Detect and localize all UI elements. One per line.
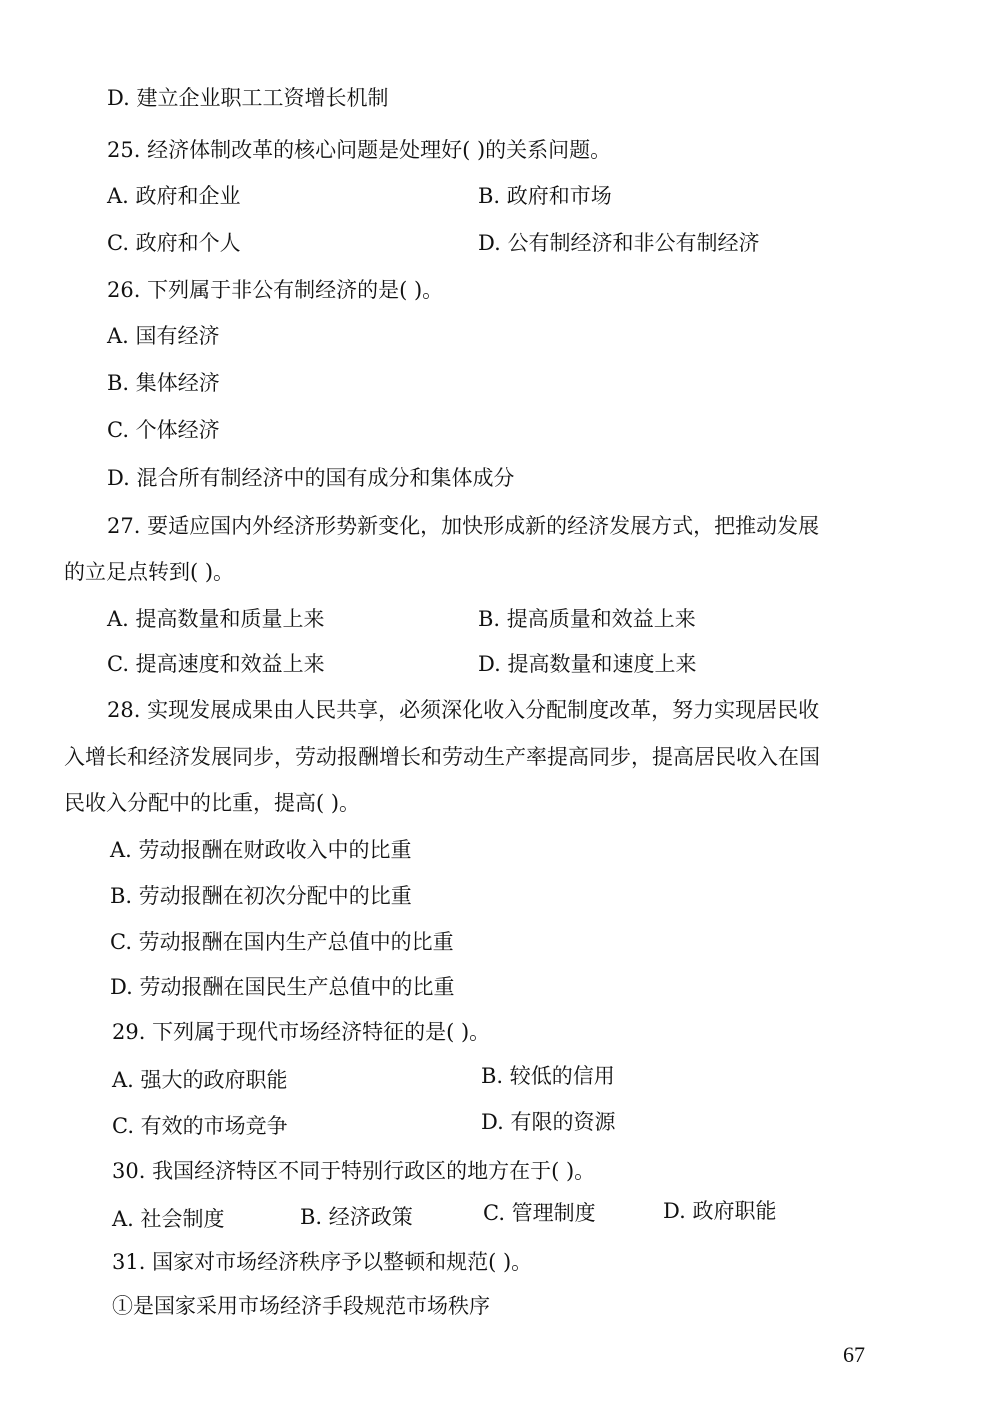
q25-option-a: A. 政府和企业 <box>107 184 241 208</box>
q26-option-c: C. 个体经济 <box>107 418 220 442</box>
q29-option-c: C. 有效的市场竞争 <box>112 1114 288 1138</box>
q31-stem: 31. 国家对市场经济秩序予以整顿和规范( )。 <box>112 1250 533 1274</box>
q28-option-c: C. 劳动报酬在国内生产总值中的比重 <box>110 930 454 954</box>
q27-option-a: A. 提高数量和质量上来 <box>107 607 325 631</box>
q28-stem-line2: 入增长和经济发展同步，劳动报酬增长和劳动生产率提高同步，提高居民收入在国 <box>64 745 820 769</box>
q25-option-b: B. 政府和市场 <box>478 184 612 208</box>
q29-stem: 29. 下列属于现代市场经济特征的是( )。 <box>112 1020 491 1044</box>
q30-stem: 30. 我国经济特区不同于特别行政区的地方在于( )。 <box>112 1159 596 1183</box>
q29-option-b: B. 较低的信用 <box>481 1064 615 1088</box>
q27-stem-line2: 的立足点转到( )。 <box>64 560 235 584</box>
q26-stem: 26. 下列属于非公有制经济的是( )。 <box>107 278 444 302</box>
q30-option-d: D. 政府职能 <box>663 1199 777 1223</box>
q30-option-a: A. 社会制度 <box>112 1207 225 1231</box>
page-number: 67 <box>843 1342 865 1367</box>
q28-option-b: B. 劳动报酬在初次分配中的比重 <box>110 884 412 908</box>
q27-option-b: B. 提高质量和效益上来 <box>478 607 696 631</box>
q28-option-d: D. 劳动报酬在国民生产总值中的比重 <box>110 975 455 999</box>
q26-option-b: B. 集体经济 <box>107 371 220 395</box>
q31-item-1: ①是国家采用市场经济手段规范市场秩序 <box>112 1294 490 1318</box>
q27-stem-line1: 27. 要适应国内外经济形势新变化，加快形成新的经济发展方式，把推动发展 <box>107 514 820 538</box>
q28-stem-line3: 民收入分配中的比重，提高( )。 <box>64 791 361 815</box>
q28-option-a: A. 劳动报酬在财政收入中的比重 <box>110 838 412 862</box>
q29-option-a: A. 强大的政府职能 <box>112 1068 288 1092</box>
q26-option-a: A. 国有经济 <box>107 324 220 348</box>
q28-stem-line1: 28. 实现发展成果由人民共享，必须深化收入分配制度改革，努力实现居民收 <box>107 698 820 722</box>
q30-option-b: B. 经济政策 <box>300 1205 413 1229</box>
q30-option-c: C. 管理制度 <box>483 1201 596 1225</box>
q29-option-d: D. 有限的资源 <box>481 1110 616 1134</box>
q25-option-d: D. 公有制经济和非公有制经济 <box>478 231 760 255</box>
q27-option-c: C. 提高速度和效益上来 <box>107 652 325 676</box>
q25-stem: 25. 经济体制改革的核心问题是处理好( )的关系问题。 <box>107 138 612 162</box>
q24-option-d: D. 建立企业职工工资增长机制 <box>107 86 389 110</box>
q25-option-c: C. 政府和个人 <box>107 231 241 255</box>
q27-option-d: D. 提高数量和速度上来 <box>478 652 697 676</box>
q26-option-d: D. 混合所有制经济中的国有成分和集体成分 <box>107 466 515 490</box>
